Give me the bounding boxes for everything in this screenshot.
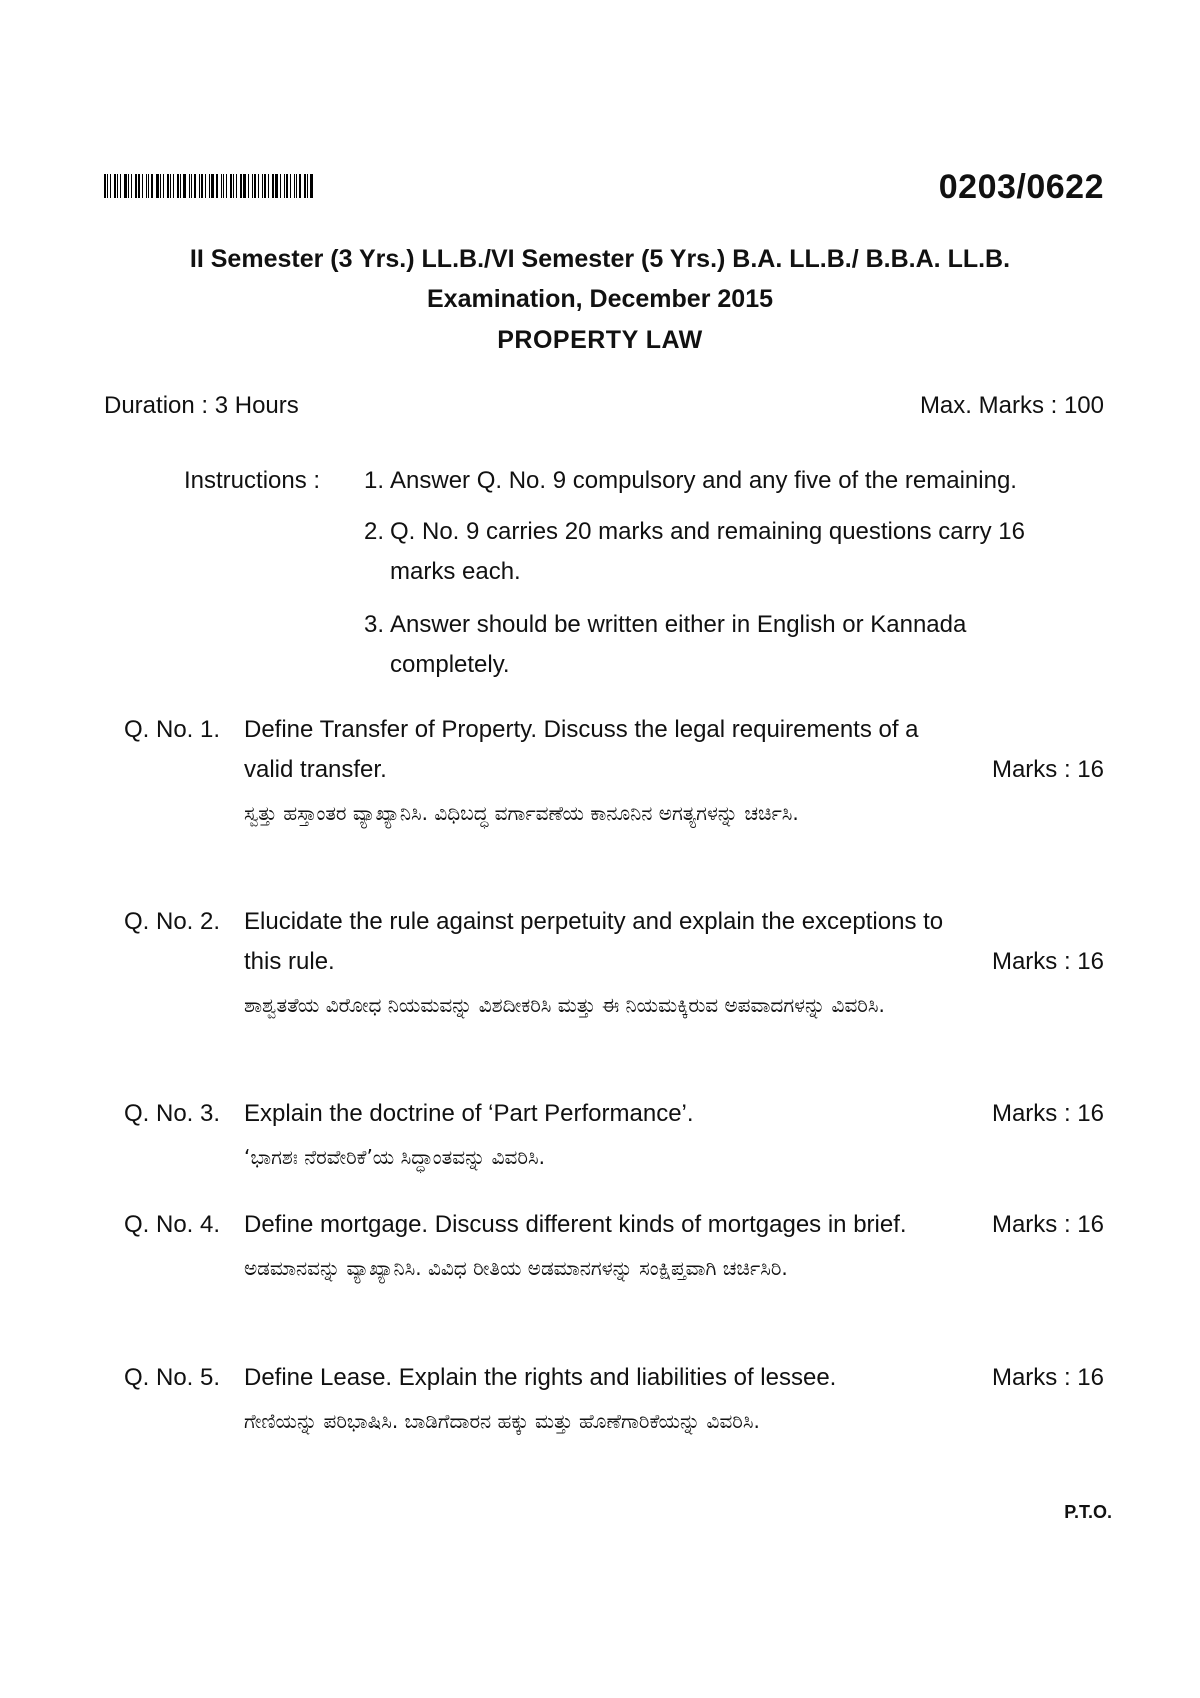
exam-title-line2: Examination, December 2015 [427,285,773,313]
barcode-bar [163,174,164,198]
barcode-bar [142,174,143,198]
barcode-bar [110,174,111,198]
barcode-bar [146,174,147,198]
barcode-bar [135,174,137,198]
paper-code: 0203/0622 [938,168,1104,206]
barcode-bar [216,174,218,198]
barcode-bar [268,174,269,198]
instruction-item [354,461,1064,501]
barcode-bar [243,174,246,198]
barcode-bar [114,174,116,198]
instruction-number: 3. [363,611,384,638]
barcode-bar [120,174,121,198]
question-number: Q. No. 3. [124,1100,221,1127]
barcode-bar [275,174,278,198]
question-4 [124,1205,1104,1287]
barcode-bar [199,174,200,198]
question-text: Define Lease. Explain the rights and liabilities of lessee. [244,1364,837,1391]
barcode-bar [296,174,297,198]
question-marks: Marks : 16 [991,1211,1104,1238]
barcode-bar [262,174,263,198]
barcode-bar [183,174,186,198]
barcode-bar [294,174,295,198]
max-marks: Max. Marks : 100 [919,392,1104,419]
duration: Duration : 3 Hours [104,392,299,419]
barcode-bar [170,174,171,198]
barcode-bar [272,174,274,198]
question-number: Q. No. 1. [124,716,221,743]
question-marks: Marks : 16 [991,1100,1104,1127]
instruction-text: Answer Q. No. 9 compulsory and any five of the remaining. [390,467,1017,494]
instruction-number: 1. [363,467,384,494]
barcode-bar [221,174,222,198]
barcode-bar [194,174,196,198]
question-marks: Marks : 16 [991,756,1104,783]
barcode-icon [104,174,336,198]
barcode-bar [177,174,179,198]
barcode-bar [167,174,169,198]
barcode-bar [286,174,288,198]
instruction-item [354,512,1064,592]
barcode-bar [258,174,259,198]
question-marks: Marks : 16 [991,1364,1104,1391]
exam-title-line1: II Semester (3 Yrs.) LL.B./VI Semester (5 Yrs.) B.A. LL.B./ B.B.A. LL.B. [189,245,1011,273]
question-text: Elucidate the rule against perpetuity and explain the exceptions to this rule. [244,908,944,975]
page-turn-over: P.T.O. [1064,1502,1112,1522]
barcode-bar [248,174,249,198]
barcode-bar [209,174,210,198]
instruction-text: Q. No. 9 carries 20 marks and remaining questions carry 16 marks each. [390,518,1025,585]
question-number: Q. No. 4. [124,1211,221,1238]
barcode-bar [310,174,313,198]
barcode-bar [304,174,306,198]
instructions-label: Instructions : [184,467,321,494]
instruction-text: Answer should be written either in English or Kannada completely. [390,611,967,678]
barcode-bar [138,174,140,198]
barcode-bar [280,174,281,198]
barcode-bar [254,174,256,198]
barcode-bar [205,174,206,198]
question-text-kannada: ಸ್ವತ್ತು ಹಸ್ತಾಂತರ ವ್ಯಾಖ್ಯಾನಿಸಿ. ವಿಧಿಬದ್ಧ ವರ್ಗಾವಣೆಯ ಕಾನೂನಿನ ಅಗತ್ಯಗಳನ್ನು ಚರ್ಚಿಸಿ. [244,801,799,825]
barcode-bar [180,174,181,198]
question-marks: Marks : 16 [991,948,1104,975]
barcode-bar [124,174,127,198]
subject-title: PROPERTY LAW [497,326,703,354]
instruction-item [354,605,1064,685]
barcode-bar [211,174,214,198]
barcode-bar [226,174,227,198]
barcode-bar [128,174,129,198]
barcode-bar [131,174,132,198]
barcode-bar [236,174,237,198]
question-text-kannada: ಅಡಮಾನವನ್ನು ವ್ಯಾಖ್ಯಾನಿಸಿ. ವಿವಿಧ ರೀತಿಯ ಅಡಮಾನಗಳನ್ನು ಸಂಕ್ಷಿಪ್ತವಾಗಿ ಚರ್ಚಿಸಿರಿ. [244,1256,788,1280]
question-text: Define mortgage. Discuss different kinds of mortgages in brief. [244,1211,907,1238]
question-1 [124,710,1104,832]
question-text-kannada: ‘ಭಾಗಶಃ ನೆರವೇರಿಕೆ’ಯ ಸಿದ್ಧಾಂತವನ್ನು ವಿವರಿಸಿ. [244,1145,545,1169]
barcode-bar [191,174,192,198]
question-text: Define Transfer of Property. Discuss the legal requirements of a valid transfer. [244,716,919,783]
instruction-number: 2. [363,518,384,545]
barcode-bar [156,174,159,198]
question-number: Q. No. 2. [124,908,221,935]
barcode-bar [264,174,266,198]
barcode-bar [160,174,161,198]
barcode-bar [189,174,190,198]
question-text-kannada: ಗೇಣಿಯನ್ನು ಪರಿಭಾಷಿಸಿ. ಬಾಡಿಗೆದಾರನ ಹಕ್ಕು ಮತ್ತು ಹೊಣೆಗಾರಿಕೆಯನ್ನು ವಿವರಿಸಿ. [244,1409,760,1433]
barcode-bar [151,174,153,198]
barcode-bar [107,174,108,198]
barcode-bar [240,174,242,198]
barcode-bar [299,174,301,198]
barcode-bar [307,174,308,198]
barcode-bar [233,174,234,198]
barcode-bar [117,174,118,198]
barcode-bar [284,174,285,198]
question-5 [124,1358,1104,1440]
question-text: Explain the doctrine of ‘Part Performance’. [244,1100,694,1127]
question-3 [124,1094,1104,1176]
question-2 [124,902,1104,1024]
barcode-bar [252,174,253,198]
barcode-bar [230,174,232,198]
barcode-bar [104,174,106,198]
barcode-bar [201,174,203,198]
barcode-bar [173,174,174,198]
barcode-bar [290,174,291,198]
question-text-kannada: ಶಾಶ್ವತತೆಯ ವಿರೋಧ ನಿಯಮವನ್ನು ವಿಶದೀಕರಿಸಿ ಮತ್ತು ಈ ನಿಯಮಕ್ಕಿರುವ ಅಪವಾದಗಳನ್ನು ವಿವರಿಸಿ. [244,993,885,1017]
question-number: Q. No. 5. [124,1364,221,1391]
barcode-bar [148,174,149,198]
barcode-bar [223,174,224,198]
